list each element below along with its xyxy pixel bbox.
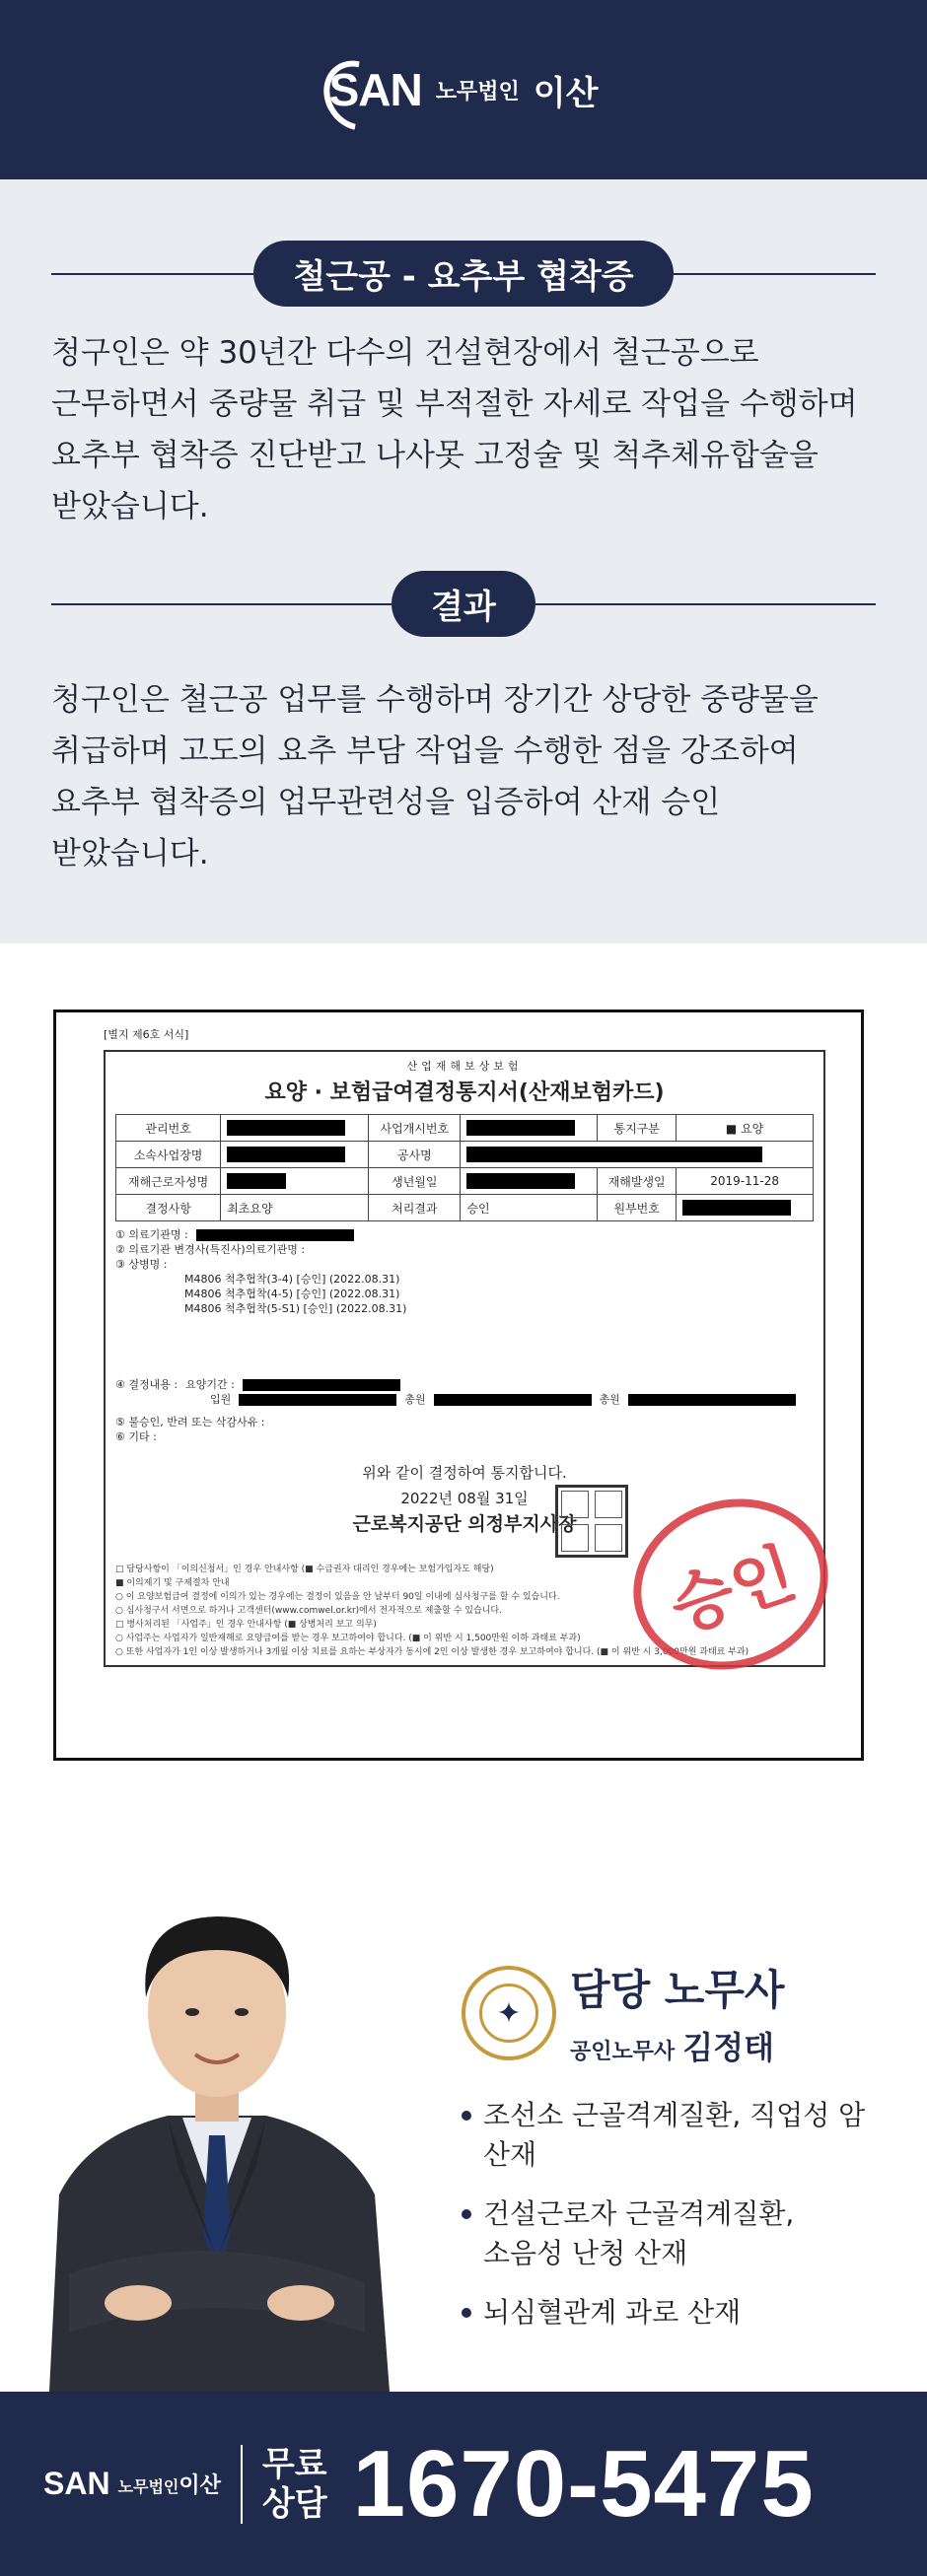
label-accident-date: 재해발생일 xyxy=(598,1168,677,1195)
phone-number[interactable]: 1670-5475 xyxy=(352,2430,815,2537)
redaction-block xyxy=(682,1200,791,1216)
specialty-item: 조선소 근골격계질환, 직업성 암 산재 xyxy=(462,2096,895,2175)
redaction-block xyxy=(243,1379,400,1391)
divider-line xyxy=(535,603,876,605)
label-birth: 생년월일 xyxy=(369,1168,461,1195)
guide-line: ○ 이 요양보험급여 결정에 이의가 있는 경우에는 결정이 있음을 안 날부터 90일 이내에 심사청구를 할 수 있습니다. xyxy=(115,1592,560,1602)
diagnosis-1: M4806 척추협착(3-4) [승인] (2022.08.31) xyxy=(184,1273,400,1286)
result-value: 승인 xyxy=(461,1195,598,1221)
label-manage-no: 관리번호 xyxy=(116,1115,221,1142)
guide-line: □ 병사처리된 「사업주」인 경우 안내사항 (■ 상병처리 보고 의무) xyxy=(115,1620,377,1630)
san-logo: SAN xyxy=(328,64,422,115)
decision-content-label: ④ 결정내용 : xyxy=(115,1378,178,1391)
brand-logo[interactable] xyxy=(329,63,599,116)
form-number: [별지 제6호 서식] xyxy=(104,1028,189,1041)
divider-line xyxy=(51,273,253,275)
document-info-table xyxy=(115,1114,814,1221)
notice-line: 위와 같이 결정하여 통지합니다. xyxy=(362,1464,567,1482)
guide-line: ○ 또한 사업자가 1인 이상 발생하거나 3개월 이상 치료를 요하는 부상자가 동시에 2인 이상 발생한 경우 보고하여야 합니다. (■ 이 위반 시 3,000만원 과태료 부과) xyxy=(115,1647,749,1657)
label-notice-type: 통지구분 xyxy=(598,1115,677,1142)
diagnosis-2: M4806 척추협착(4-5) [승인] (2022.08.31) xyxy=(184,1288,400,1300)
case-section xyxy=(0,179,927,943)
redaction-block xyxy=(628,1394,796,1406)
document-title: 요양 · 보험급여결정통지서(산재보험카드) xyxy=(264,1080,665,1105)
redaction-block xyxy=(434,1394,592,1406)
accident-date-value: 2019-11-28 xyxy=(677,1168,814,1195)
redaction-block xyxy=(466,1120,575,1136)
top-header xyxy=(0,0,927,179)
case-description: 청구인은 약 30년간 다수의 건설현장에서 철근공으로 근무하면서 중량물 취급 및 부적절한 자세로 작업을 수행하며 요추부 협착증 진단받고 나사못 고정술 및 척추체유합술을 받았습니다. xyxy=(51,335,858,524)
attorney-photo xyxy=(30,1840,404,2392)
firm-prefix: 노무법인 xyxy=(117,2477,179,2496)
label-original-no: 원부번호 xyxy=(598,1195,677,1221)
redaction-block xyxy=(196,1229,354,1241)
case-title: 철근공 - 요추부 협착증 xyxy=(253,241,673,307)
result-title-bar xyxy=(0,571,927,637)
divider-line xyxy=(674,273,876,275)
days-label: 총원 xyxy=(404,1393,426,1406)
san-logo: SAN xyxy=(43,2466,110,2501)
attorney-section xyxy=(0,1800,927,2392)
redaction-block xyxy=(466,1147,762,1162)
issuer: 근로복지공단 의정부지사장 xyxy=(352,1513,577,1535)
specialty-item: 뇌심혈관계 과로 산재 xyxy=(462,2293,895,2332)
doc-line-2: ② 의료기관 변경사(특진사)의료기관명 : xyxy=(115,1243,306,1256)
redaction-block xyxy=(239,1394,396,1406)
hospitalized-label: 입원 xyxy=(210,1393,232,1406)
label-worker: 재해근로자성명 xyxy=(116,1168,221,1195)
notice-date: 2022년 08월 31일 xyxy=(400,1490,529,1507)
label-company: 공사명 xyxy=(369,1142,461,1168)
firm-name: 이산 xyxy=(533,73,599,113)
label-workplace: 소속사업장명 xyxy=(116,1142,221,1168)
attorney-name: 김정태 xyxy=(682,2029,775,2066)
guide-line: ○ 심사청구서 서면으로 하거나 고객센터(www.comwel.or.kr)에서 전자적으로 제출할 수 있습니다. xyxy=(115,1606,502,1616)
decision-value: 최초요양 xyxy=(221,1195,369,1221)
diagnosis-3: M4806 척추협착(5-S1) [승인] (2022.08.31) xyxy=(184,1302,407,1315)
attorney-info xyxy=(462,1958,895,2352)
attorney-role: 공인노무사 xyxy=(570,2040,676,2064)
case-title-bar xyxy=(0,241,927,307)
decision-notice-document xyxy=(53,1010,864,1761)
notice-type-value: ■ 요양 xyxy=(677,1115,814,1142)
label-biz-no: 사업개시번호 xyxy=(369,1115,461,1142)
redaction-block xyxy=(227,1120,345,1136)
labor-attorney-emblem-icon: ✦ xyxy=(462,1966,556,2060)
label-decision: 결정사항 xyxy=(116,1195,221,1221)
result-description: 청구인은 철근공 업무를 수행하며 장기간 상당한 중량물을 취급하며 고도의 요추 부담 작업을 수행한 점을 강조하여 요추부 협착증의 업무관련성을 입증하여 산재 승인 받았습니다. xyxy=(51,682,819,871)
doc-line-1: ① 의료기관명 : xyxy=(115,1228,188,1241)
free-line-2: 상담 xyxy=(261,2483,327,2524)
specialty-item: 건설근로자 근골격계질환, 소음성 난청 산재 xyxy=(462,2194,895,2273)
label-result: 처리결과 xyxy=(369,1195,461,1221)
guide-line: ■ 이의제기 및 구제절차 안내 xyxy=(115,1578,230,1588)
care-period-label: 요양기간 : xyxy=(185,1378,235,1391)
firm-prefix: 노무법인 xyxy=(435,79,520,104)
rejection-label: ⑤ 불승인, 반려 또는 삭감사유 : xyxy=(115,1416,265,1428)
guide-line: □ 담당사항이 「이의신청서」인 경우 안내사항 (■ 수급권자 대리인 경우에는 보험가입자도 해당) xyxy=(115,1565,494,1574)
redaction-block xyxy=(227,1173,286,1189)
days-label: 총원 xyxy=(599,1393,620,1406)
free-line-1: 무료 xyxy=(261,2444,327,2484)
footer-contact-bar xyxy=(0,2392,927,2576)
footer-brand[interactable] xyxy=(43,2466,221,2502)
firm-name: 이산 xyxy=(178,2473,221,2498)
divider-line xyxy=(51,603,392,605)
other-label: ⑥ 기타 : xyxy=(115,1430,157,1443)
result-title: 결과 xyxy=(392,571,535,637)
document-body xyxy=(115,1227,814,1444)
guide-line: ○ 사업주는 사업자가 일반재해로 요양급여를 받는 경우 보고하여야 합니다. (■ 이 위반 시 1,500만원 이하 과태료 부과) xyxy=(115,1634,581,1643)
approval-stamp: 승인 xyxy=(611,1474,851,1694)
redaction-block xyxy=(227,1147,345,1162)
redaction-block xyxy=(466,1173,575,1189)
doc-line-3: ③ 상병명 : xyxy=(115,1258,168,1271)
specialty-list xyxy=(462,2096,895,2332)
free-consultation-label xyxy=(262,2445,327,2524)
document-subtitle: 산업재해보상보험 xyxy=(406,1060,523,1073)
official-seal-icon xyxy=(555,1485,628,1558)
footer-divider xyxy=(241,2445,243,2524)
attorney-heading: 담당 노무사 xyxy=(570,1966,785,2014)
